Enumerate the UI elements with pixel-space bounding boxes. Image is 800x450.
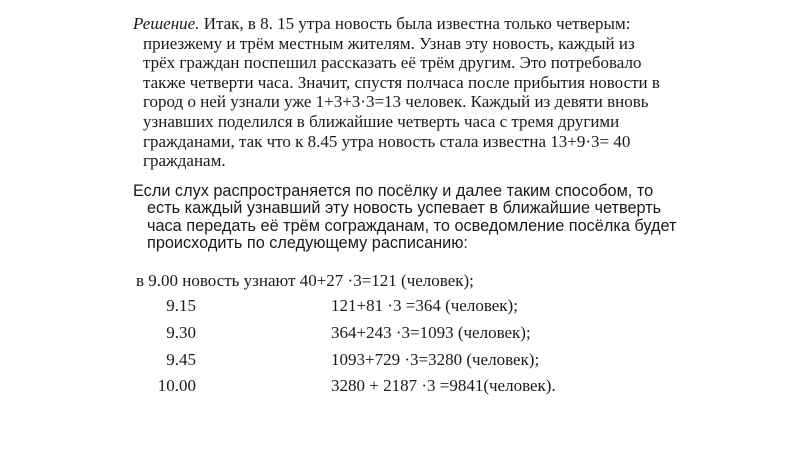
- solution-lead: Решение.: [133, 14, 200, 33]
- solution-paragraph: [133, 14, 663, 171]
- schedule-time: 10.00: [157, 376, 196, 395]
- schedule-formula: 121+81 ·3 =364 (человек);: [331, 296, 518, 315]
- solution-text: Итак, в 8. 15 утра новость была известна только четверым: приезжему и трём местным жителям. Узнав эту новость, каждый из трёх граждан поспешил рассказать её трём другим. Это потребовало также четверти часа. Значит, спустя полчаса после прибытия новости в город о ней узнали уже 1+3+3·3=13 человек. Каждый из девяти вновь узнавших поделился в ближайшие четверть часа с тремя другими гражданами, так что к 8.45 утра новость стала известна 13+9·3= 40 гражданам.: [143, 14, 660, 171]
- schedule-time: 9.45: [166, 350, 196, 369]
- schedule-time: 9.30: [166, 323, 196, 342]
- schedule-time: 9.15: [166, 296, 196, 315]
- spread-paragraph: Если слух распространяется по посёлку и далее таким способом, то есть каждый узнавший эту новость успевает в ближайшие четверть часа передать её трём согражданам, то осведомление посёлка будет происходить по следующему расписанию:: [133, 182, 677, 253]
- schedule-formula: 3280 + 2187 ·3 =9841(человек).: [331, 376, 556, 395]
- schedule-formula: 364+243 ·3=1093 (человек);: [331, 323, 531, 342]
- schedule-formula: 1093+729 ·3=3280 (человек);: [331, 350, 540, 369]
- schedule-first-line: в 9.00 новость узнают 40+27 ·3=121 (человек);: [136, 271, 474, 290]
